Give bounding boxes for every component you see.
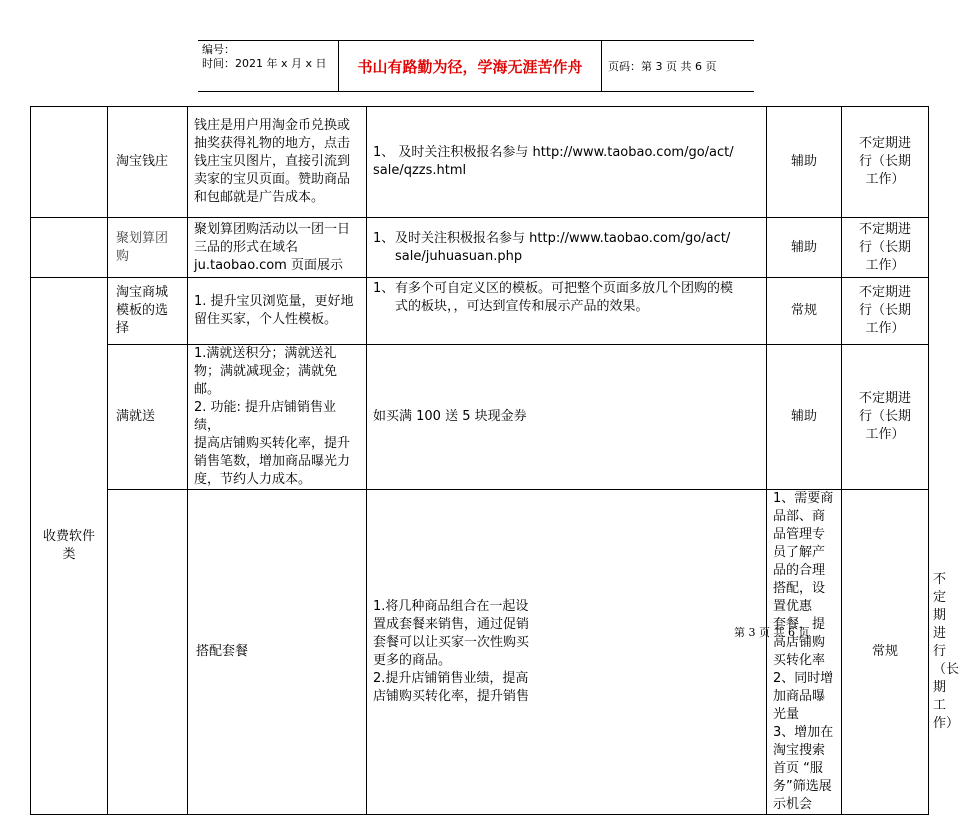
item-period [842, 107, 929, 218]
period-line: 工作） [865, 172, 905, 187]
method-line: 套餐，提高店铺购买转化率 [773, 617, 826, 668]
table-row: 搭配套餐 1.将几种商品组合在一起设 置成套餐来销售，通过促销 套餐可以让买家一次性购买 更多的商品。 2.提升店铺销售业绩，提高 店铺购买转化率，提升销售 1、需要商品部、商品管理专员了解产品的合理搭配，设置优惠 套餐，提高店铺购买转化率 2、同时增加商品曝光量 3、增加在淘宝搜索首页 “服务”筛选展示机会 常规 不定期进 行（长期 工作） [31, 490, 929, 815]
method-line: 及时关注积极报名参与 http://www.taobao.com/go/act/ [395, 230, 731, 246]
period-line: 不定期进 [858, 136, 911, 151]
item-period [842, 218, 929, 278]
desc-line: 置成套餐来销售，通过促销 [373, 617, 530, 632]
desc-line: 提高店铺购买转化率，提升 [194, 436, 351, 451]
method-line: 如买满 100 送 5 块现金券 [373, 409, 527, 424]
period-line: 不定期进 [858, 285, 911, 300]
category-cell-empty [31, 218, 108, 278]
desc-line: 卖家的宝贝页面。赞助商品 [194, 172, 351, 187]
method-bullet [373, 280, 762, 316]
desc-line: 套餐可以让买家一次性购买 [373, 635, 530, 650]
method-line: 及时关注积极报名参与 http://www.taobao.com/go/act/ [398, 145, 734, 160]
motto: 书山有路勤为径，学海无涯苦作舟 [338, 41, 602, 91]
period-line: 行（长期 [858, 303, 911, 318]
page-header [198, 40, 754, 92]
item-name: 满就送 [108, 345, 188, 490]
item-description [188, 278, 367, 345]
item-type: 辅助 [767, 107, 842, 218]
item-type: 辅助 [767, 218, 842, 278]
period-line: 不定期进 [858, 221, 911, 237]
period-line: 行（长期 [858, 239, 911, 255]
desc-line: 更多的商品。 [373, 653, 452, 668]
item-description [367, 490, 767, 815]
desc-line: 邮。 [194, 382, 221, 397]
item-name-text: 聚划算团购 [116, 230, 169, 264]
method-line: sale/qzzs.html [373, 163, 467, 178]
desc-line: 销售笔数，增加商品曝光力 [194, 454, 351, 469]
period-line: 工作） [865, 427, 905, 442]
item-name: 淘宝钱庄 [108, 107, 188, 218]
method-bullet [373, 230, 762, 266]
desc-line: 度，节约人力成本。 [194, 472, 312, 487]
desc-line: 留住买家，个人性模板。 [194, 312, 338, 327]
method-text [395, 230, 762, 266]
item-period [842, 345, 929, 490]
item-name [108, 278, 188, 345]
item-type: 常规 [842, 490, 929, 815]
method-line: 有多个可自定义区的模板。可把整个页面多放几个团购的模 [395, 281, 734, 296]
category-cell-empty [31, 107, 108, 218]
method-text [395, 280, 762, 316]
period-line: 不定期进 [858, 391, 911, 406]
method-line: 式的板块，，可达到宣传和展示产品的效果。 [395, 299, 649, 314]
desc-line: 和包邮就是广告成本。 [194, 190, 325, 205]
item-method [367, 218, 767, 278]
desc-line: 抽奖获得礼物的地方，点击 [194, 136, 351, 151]
method-line: 3、增加在淘宝搜索首页 “服务”筛选展示机会 [773, 725, 834, 812]
desc-line: 三品的形式在域名 [194, 239, 299, 255]
category-text: 收费软件类 [42, 529, 95, 562]
period-line: 行（长期 [858, 409, 911, 424]
desc-line: 聚划算团购活动以一团一日 [194, 221, 351, 237]
desc-line: 物；满就减现金；满就免 [194, 364, 338, 379]
table-row [31, 107, 929, 218]
page-info: 页码：第 3 页 共 6 页 [608, 60, 717, 73]
item-description [188, 107, 367, 218]
item-method [367, 107, 767, 218]
method-number: 1、 [373, 145, 395, 160]
table-row [31, 278, 929, 345]
method-line: 1、需要商品部、商品管理专员了解产品的合理搭配，设置优惠 [773, 491, 834, 614]
desc-line: 钱庄是用户用淘金币兑换或 [194, 118, 351, 133]
item-name-text: 淘宝商城模板的选择 [116, 285, 169, 336]
method-line: sale/juhuasuan.php [395, 248, 523, 264]
item-name: 搭配套餐 [188, 490, 367, 815]
period-line: 工作） [865, 321, 905, 336]
desc-line: 2.提升店铺销售业绩，提高 [373, 671, 529, 686]
table-row [31, 218, 929, 278]
item-description [188, 345, 367, 490]
time-label: 时间：2021 年 x 月 x 日 [202, 57, 327, 70]
category-cell-empty [108, 490, 188, 815]
item-period [842, 278, 929, 345]
item-method [367, 278, 767, 345]
item-type: 常规 [767, 278, 842, 345]
promotion-table [30, 106, 959, 815]
desc-line: 1. 提升宝贝浏览量，更好地 [194, 294, 354, 309]
item-method [367, 345, 767, 490]
method-line: 2、同时增加商品曝光量 [773, 671, 834, 722]
number-label: 编号： [202, 43, 235, 56]
method-number: 1、 [373, 281, 395, 296]
page-footer: 第 3 页 共 6 页 [734, 626, 810, 639]
period-line: 工作） [865, 257, 905, 273]
table-row [31, 345, 929, 490]
item-name [108, 218, 188, 278]
item-type: 辅助 [767, 345, 842, 490]
desc-line: 钱庄宝贝图片，直接引流到 [194, 154, 351, 169]
desc-line: 1.满就送积分；满就送礼 [194, 346, 337, 361]
method-number: 1、 [373, 230, 395, 246]
desc-line: 2. 功能: 提升店铺销售业绩， [194, 400, 337, 433]
item-method [767, 490, 842, 815]
header-meta [202, 43, 327, 71]
desc-line: 店铺购买转化率，提升销售 [373, 689, 530, 704]
category-cell [31, 278, 108, 815]
desc-line: 1.将几种商品组合在一起设 [373, 599, 529, 614]
period-line: 行（长期 [858, 154, 911, 169]
desc-line: ju.taobao.com 页面展示 [194, 257, 343, 273]
item-description [188, 218, 367, 278]
